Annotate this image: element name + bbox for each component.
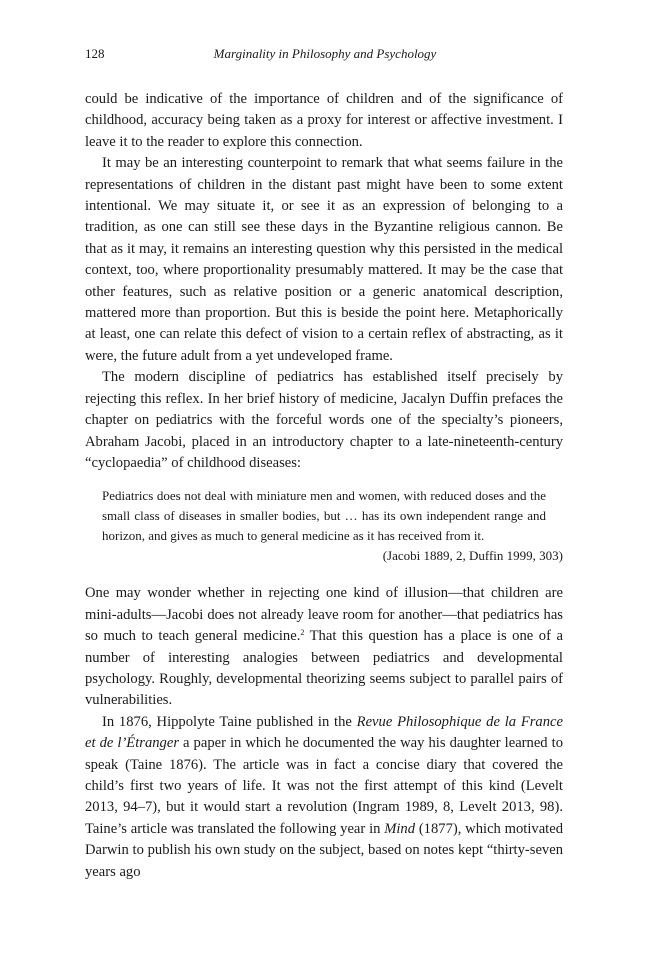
journal-title: Revue Philosophique de la France et de l’Étranger xyxy=(85,713,563,752)
body-text xyxy=(85,89,563,883)
footnote-marker[interactable]: 2 xyxy=(300,628,305,638)
paragraph: could be indicative of the importance of children and of the significance of childhood, accuracy being taken as a proxy for interest or affective investment. I leave it to the reader to explore this connection. xyxy=(85,91,563,150)
paragraph: The modern discipline of pediatrics has established itself precisely by rejecting this reflex. In her brief history of medicine, Jacalyn Duffin prefaces the chapter on pediatrics with the forceful words one of the specialty’s pioneers, Abraham Jacobi, placed in an introductory chapter to a late-nineteenth-century “cyclopaedia” of childhood diseases: xyxy=(85,369,563,471)
quote-citation: (Jacobi 1889, 2, Duffin 1999, 303) xyxy=(382,548,563,564)
journal-title: Mind xyxy=(384,820,416,837)
paragraph-text: a paper in which he documented the way his daughter learned to speak (Taine 1876). The article was in fact a concise diary that covered the child’s first two years of life. It was not the first attempt of this kind (Levelt 2013, 94–7), but it would start a revolution (Ingram 1989, 8, Levelt 2013, 98). Taine’s article was translated the following year in xyxy=(85,735,563,837)
paragraph-text: In 1876, Hippolyte Taine published in the xyxy=(102,713,357,730)
paragraph: It may be an interesting counterpoint to remark that what seems failure in the representations of children in the distant past might have been to some extent intentional. We may situate it, or see it as an expression of belonging to a tradition, as one can still see these days in the Byzantine religious cannon. Be that as it may, it remains an interesting question why this persisted in the medical context, too, where proportionality presumably mattered. It may be the case that other features, such as relative position or a generic anatomical description, mattered more than proportion. But this is beside the point here. Metaphorically at least, one can relate this defect of vision to a certain reflex of abstracting, as it were, the future adult from a yet undeveloped frame. xyxy=(85,155,563,364)
paragraph xyxy=(85,712,563,883)
paragraph-text: One may wonder whether in rejecting one kind of illusion—that children are mini-adults—Jacobi does not already leave room for another—that pediatrics has so much to teach general medicine. xyxy=(85,585,563,645)
paragraph xyxy=(85,583,563,711)
paragraph-text: (1877), which motivated Darwin to publish his own study on the subject, based on notes kept “thirty-seven years ago xyxy=(85,820,563,880)
paragraph-text: That this question has a place is one of a number of interesting analogies between pediatrics and developmental psychology. Roughly, developmental theorizing seems subject to parallel pairs of vulnerabilities. xyxy=(85,628,563,709)
page-header xyxy=(85,46,565,64)
page-number: 128 xyxy=(85,46,105,61)
running-head: Marginality in Philosophy and Psychology xyxy=(213,46,437,61)
block-quote: Pediatrics does not deal with miniature men and women, with reduced doses and the small class of diseases in smaller bodies, but … has its own independent range and horizon, and gives as much to general medicine as it has received from it. xyxy=(102,488,546,544)
